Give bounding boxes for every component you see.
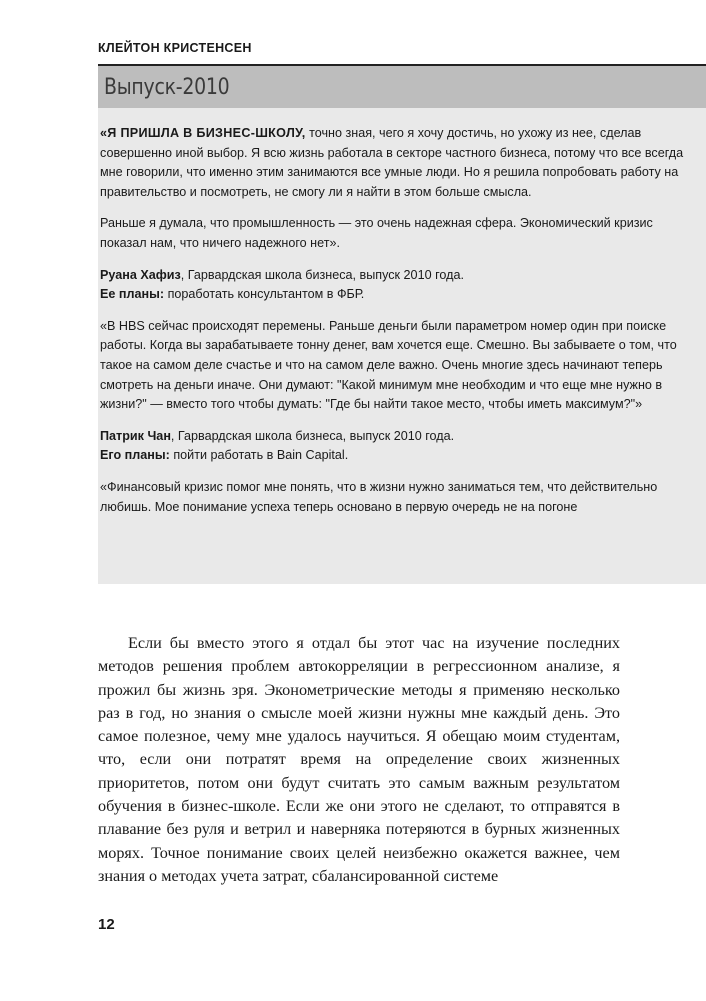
sidebar-box xyxy=(98,64,706,584)
quote-paragraph-2: Раньше я думала, что промышленность — это очень надежная сфера. Экономический кризис показал нам, что ничего надежного нет». xyxy=(100,216,653,250)
plans-text: поработать консультантом в ФБР. xyxy=(164,287,365,302)
plans-line-2 xyxy=(100,446,698,466)
person-line-2 xyxy=(100,427,698,447)
page-number: 12 xyxy=(98,916,115,933)
sidebar-header xyxy=(98,64,706,108)
plans-line xyxy=(100,285,698,305)
plans-label: Ее планы: xyxy=(100,287,165,302)
plans-text-2: пойти работать в Bain Capital. xyxy=(169,448,349,463)
plans-label-2: Его планы: xyxy=(100,448,170,463)
main-paragraph: Если бы вместо этого я отдал бы этот час на изучение последних методов решения проблем автокорреляции в регрессионном анализе, я прожил бы жизнь зря. Эконометрические методы я применяю несколько раз в год, но знания о смысле моей жизни нужны мне каждый день. Это самое полезное, чему мне удалось научиться. Я обещаю моим студентам, что, если они потратят время на определение своих жизненных приоритетов, потом они будут считать это самым важным результатом обучения в бизнес-школе. Если же они этого не сделают, то отправятся в плавание без руля и ветрил и наверняка потеряются в бурных жизненных морях. Точное понимание своих целей неизбежно окажется важнее, чем знания о методах учета затрат, сбалансированной системе xyxy=(98,634,620,885)
person-desc: , Гарвардская школа бизнеса, выпуск 2010 года. xyxy=(180,267,464,282)
running-head-author: КЛЕЙТОН КРИСТЕНСЕН xyxy=(98,41,252,55)
person-name-2: Патрик Чан xyxy=(100,428,171,443)
person-name: Руана Хафиз xyxy=(100,267,181,282)
quote-paragraph-4: «Финансовый кризис помог мне понять, что в жизни нужно заниматься тем, что действительно любишь. Мое понимание успеха теперь основано в первую очередь не на погоне xyxy=(100,479,658,514)
person-desc-2: , Гарвардская школа бизнеса, выпуск 2010 года. xyxy=(170,428,455,443)
quote-lead: «Я ПРИШЛА В БИЗНЕС-ШКОЛУ, xyxy=(100,126,306,140)
sidebar-title: Выпуск-2010 xyxy=(104,74,230,100)
quote-paragraph-3: «В HBS сейчас происходят перемены. Раньше деньги были параметром номер один при поиске работы. Когда вы зарабатываете тонну денег, вам хочется еще. Смешно. Вы забываете о том, что такое на самом деле счастье и что на самом деле важно. Очень многие здесь начинают теперь смотреть на деньги иначе. Они думают: "Какой минимум мне необходим и что еще мне нужно в жизни?" — вместо того чтобы думать: "Где бы найти такое место, чтобы иметь максимум?"» xyxy=(100,318,677,412)
sidebar-content xyxy=(98,108,706,517)
person-line xyxy=(100,266,698,286)
quote-text: точно зная, чего я хочу достичь, но ухожу из нее, сделав совершенно иной выбор. Я всю жизнь работала в секторе частного бизнеса, потому что все всегда мне говорили, что именно этим занимаются все умные люди. Но я решила попробовать работу на правительство и посмотреть, не смогу ли я найти в этом больше смысла. xyxy=(100,126,684,199)
quote-paragraph xyxy=(100,124,698,202)
